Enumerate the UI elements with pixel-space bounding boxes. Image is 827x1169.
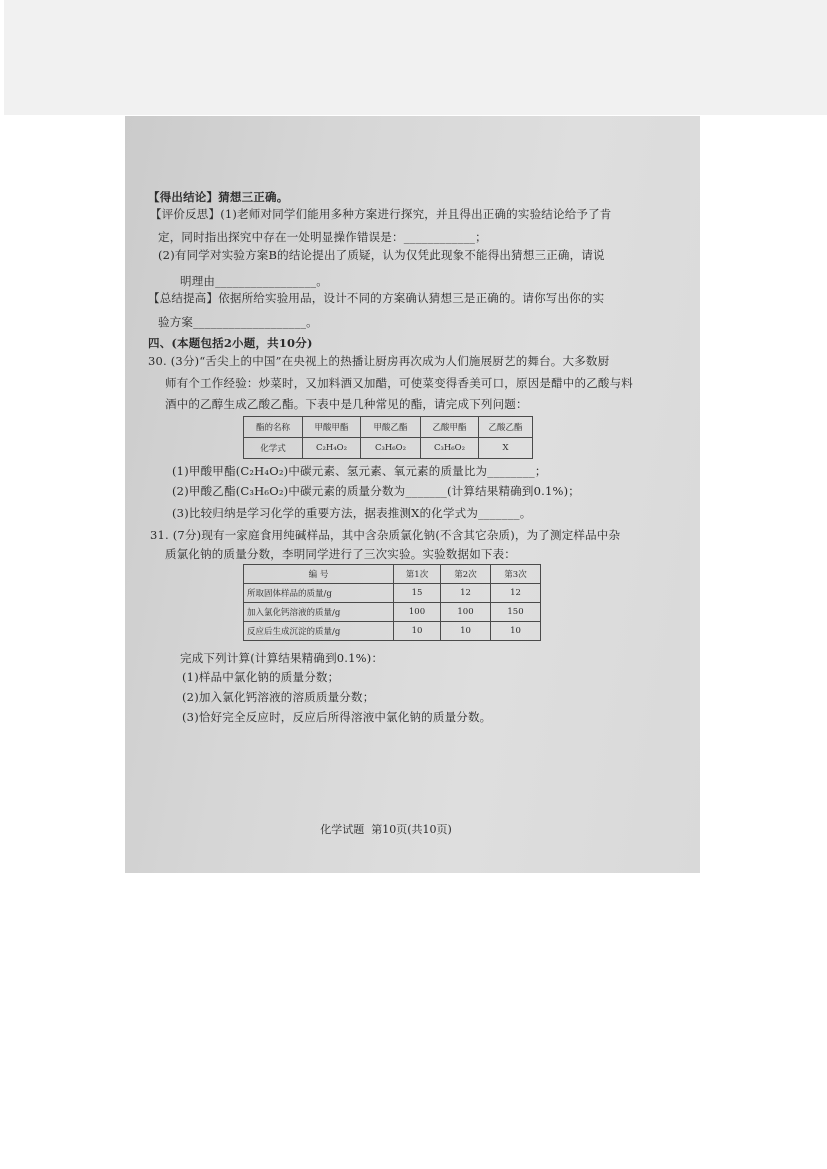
table-header-row <box>244 565 541 584</box>
table-header-cell: 第3次 <box>491 565 541 584</box>
question-31-part-1: (1)样品中氯化钠的质量分数； <box>182 670 340 684</box>
conclusion-line: 【得出结论】猜想三正确。 <box>148 190 289 204</box>
experiment-table <box>243 564 541 641</box>
exam-page-photo <box>125 116 700 873</box>
table-cell: C₃H₆O₂ <box>421 438 479 459</box>
question-30-stem-line-2: 师有个工作经验：炒菜时，又加料酒又加醋，可使菜变得香美可口，原因是醋中的乙酸与料 <box>165 376 633 390</box>
question-31-part-3: (3)恰好完全反应时，反应后所得溶液中氯化钠的质量分数。 <box>182 710 492 724</box>
table-cell: 10 <box>441 622 491 641</box>
question-31-part-2: (2)加入氯化钙溶液的溶质质量分数； <box>182 690 375 704</box>
reflection-line-3: (2)有同学对实验方案B的结论提出了质疑，认为仅凭此现象不能得出猜想三正确，请说 <box>158 248 605 262</box>
calculation-intro: 完成下列计算(计算结果精确到0.1%)： <box>180 651 384 665</box>
table-header-cell: 编 号 <box>244 565 394 584</box>
table-cell: C₃H₆O₂ <box>361 438 421 459</box>
question-30-stem-line-1: 30. (3分)“舌尖上的中国”在央视上的热播让厨房再次成为人们施展厨艺的舞台。大多数厨 <box>148 354 610 368</box>
row-label: 所取固体样品的质量/g <box>244 584 394 603</box>
question-30-part-3: (3)比较归纳是学习化学的重要方法，据表推测X的化学式为_______。 <box>172 506 532 520</box>
question-31-stem-line-2: 质氯化钠的质量分数，李明同学进行了三次实验。实验数据如下表： <box>165 547 516 561</box>
table-cell: X <box>479 438 533 459</box>
table-row <box>244 622 541 641</box>
top-gray-band <box>4 0 827 115</box>
row-label: 反应后生成沉淀的质量/g <box>244 622 394 641</box>
row-label: 加入氯化钙溶液的质量/g <box>244 603 394 622</box>
footer-page-number: 化学试题 第10页(共10页) <box>320 823 452 836</box>
summary-line-1: 【总结提高】依据所给实验用品，设计不同的方案确认猜想三是正确的。请你写出你的实 <box>148 291 605 305</box>
table-header-cell: 第2次 <box>441 565 491 584</box>
reflection-line-4: 明理由_________________。 <box>180 274 328 288</box>
table-header-cell: 第1次 <box>394 565 441 584</box>
table-cell: C₂H₄O₂ <box>303 438 361 459</box>
table-cell: 12 <box>441 584 491 603</box>
table-cell: 12 <box>491 584 541 603</box>
ester-formula-row <box>244 438 533 459</box>
ester-name-row <box>244 417 533 438</box>
table-cell: 甲酸乙酯 <box>361 417 421 438</box>
reflection-line-2: 定，同时指出探究中存在一处明显操作错误是：____________； <box>158 230 487 244</box>
table-cell: 化学式 <box>244 438 303 459</box>
question-30-part-2: (2)甲酸乙酯(C₃H₆O₂)中碳元素的质量分数为_______(计算结果精确到0.1%)； <box>172 484 580 498</box>
summary-line-2: 验方案___________________。 <box>158 315 318 329</box>
esters-table <box>243 416 533 459</box>
table-cell: 10 <box>394 622 441 641</box>
table-cell: 10 <box>491 622 541 641</box>
table-cell: 乙酸乙酯 <box>479 417 533 438</box>
question-30-stem-line-3: 酒中的乙醇生成乙酸乙酯。下表中是几种常见的酯，请完成下列问题： <box>165 397 528 411</box>
table-cell: 甲酸甲酯 <box>303 417 361 438</box>
table-cell: 15 <box>394 584 441 603</box>
section-heading: 四、(本题包括2小题，共10分) <box>148 336 313 350</box>
question-31-stem-line-1: 31. (7分)现有一家庭食用纯碱样品，其中含杂质氯化钠(不含其它杂质)，为了测定样品中杂 <box>150 528 621 542</box>
reflection-line-1: 【评价反思】(1)老师对同学们能用多种方案进行探究，并且得出正确的实验结论给予了肯 <box>150 207 612 221</box>
table-cell: 100 <box>394 603 441 622</box>
table-cell: 乙酸甲酯 <box>421 417 479 438</box>
table-row <box>244 584 541 603</box>
table-cell: 酯的名称 <box>244 417 303 438</box>
question-30-part-1: (1)甲酸甲酯(C₂H₄O₂)中碳元素、氢元素、氧元素的质量比为________； <box>172 464 547 478</box>
table-row <box>244 603 541 622</box>
table-cell: 100 <box>441 603 491 622</box>
table-cell: 150 <box>491 603 541 622</box>
